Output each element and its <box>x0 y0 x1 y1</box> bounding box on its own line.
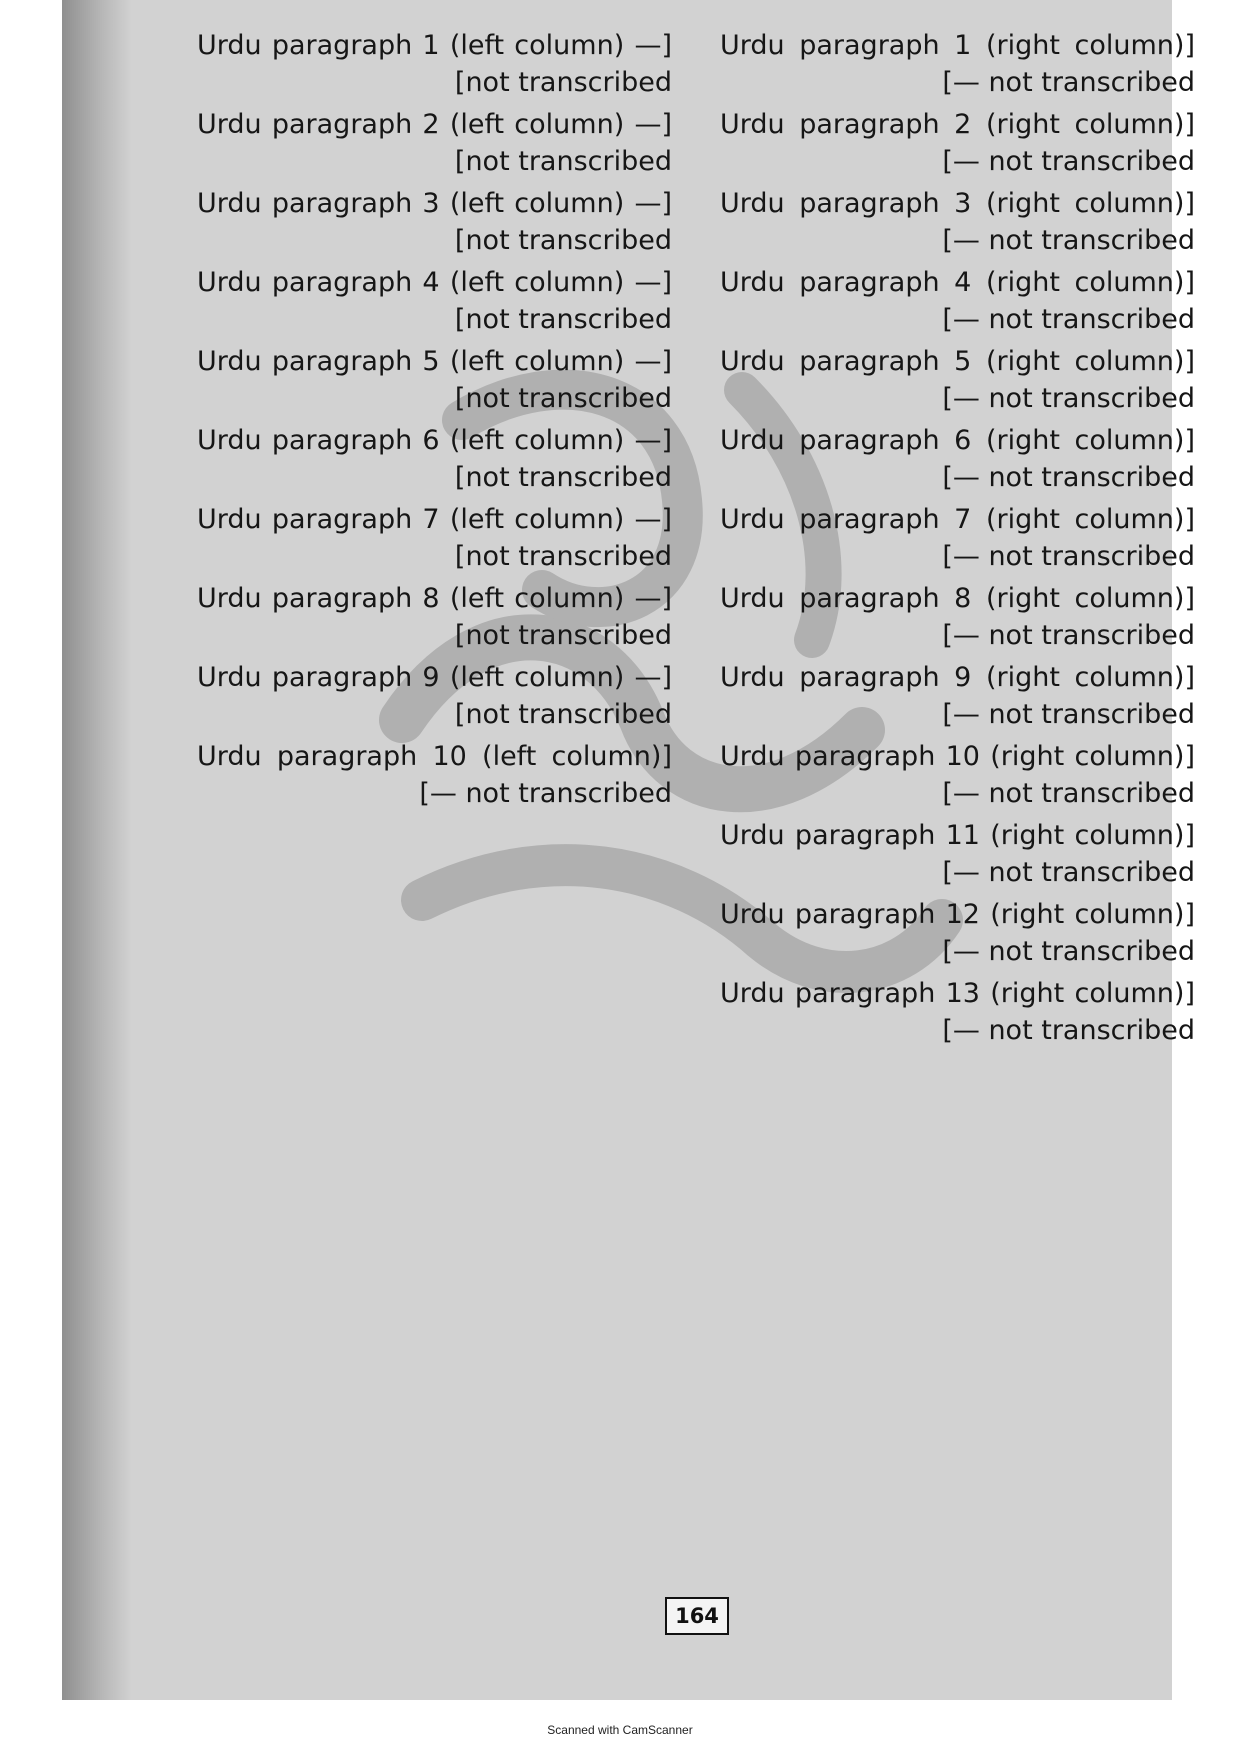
page-number: 164 <box>665 1597 729 1635</box>
paragraph: [Urdu paragraph 2 (left column) — not transcribed] <box>197 109 672 177</box>
paragraph: [Urdu paragraph 10 (left column) — not transcribed] <box>197 741 672 809</box>
paragraph: [Urdu paragraph 12 (right column) — not transcribed] <box>720 899 1195 967</box>
text-column-right <box>720 28 1195 1610</box>
paragraph: [Urdu paragraph 1 (left column) — not transcribed] <box>197 30 672 98</box>
paragraph: [Urdu paragraph 10 (right column) — not transcribed] <box>720 741 1195 809</box>
paragraph: [Urdu paragraph 4 (left column) — not transcribed] <box>197 267 672 335</box>
text-column-left <box>197 28 672 1610</box>
paragraph: [Urdu paragraph 8 (right column) — not transcribed] <box>720 583 1195 651</box>
paragraph: [Urdu paragraph 5 (right column) — not transcribed] <box>720 346 1195 414</box>
paragraph: [Urdu paragraph 3 (left column) — not transcribed] <box>197 188 672 256</box>
paragraph: [Urdu paragraph 9 (left column) — not transcribed] <box>197 662 672 730</box>
paragraph: [Urdu paragraph 8 (left column) — not transcribed] <box>197 583 672 651</box>
scanned-page <box>62 0 1195 1700</box>
paragraph: [Urdu paragraph 9 (right column) — not transcribed] <box>720 662 1195 730</box>
scanner-footer: Scanned with CamScanner <box>547 1723 693 1737</box>
paragraph: [Urdu paragraph 4 (right column) — not transcribed] <box>720 267 1195 335</box>
paragraph: [Urdu paragraph 6 (right column) — not transcribed] <box>720 425 1195 493</box>
paragraph: [Urdu paragraph 3 (right column) — not transcribed] <box>720 188 1195 256</box>
paragraph: [Urdu paragraph 5 (left column) — not transcribed] <box>197 346 672 414</box>
paragraph: [Urdu paragraph 13 (right column) — not transcribed] <box>720 978 1195 1046</box>
paragraph: [Urdu paragraph 1 (right column) — not transcribed] <box>720 30 1195 98</box>
paragraph: [Urdu paragraph 7 (left column) — not transcribed] <box>197 504 672 572</box>
paragraph: [Urdu paragraph 6 (left column) — not transcribed] <box>197 425 672 493</box>
paragraph: [Urdu paragraph 7 (right column) — not transcribed] <box>720 504 1195 572</box>
paragraph: [Urdu paragraph 2 (right column) — not transcribed] <box>720 109 1195 177</box>
paragraph: [Urdu paragraph 11 (right column) — not transcribed] <box>720 820 1195 888</box>
